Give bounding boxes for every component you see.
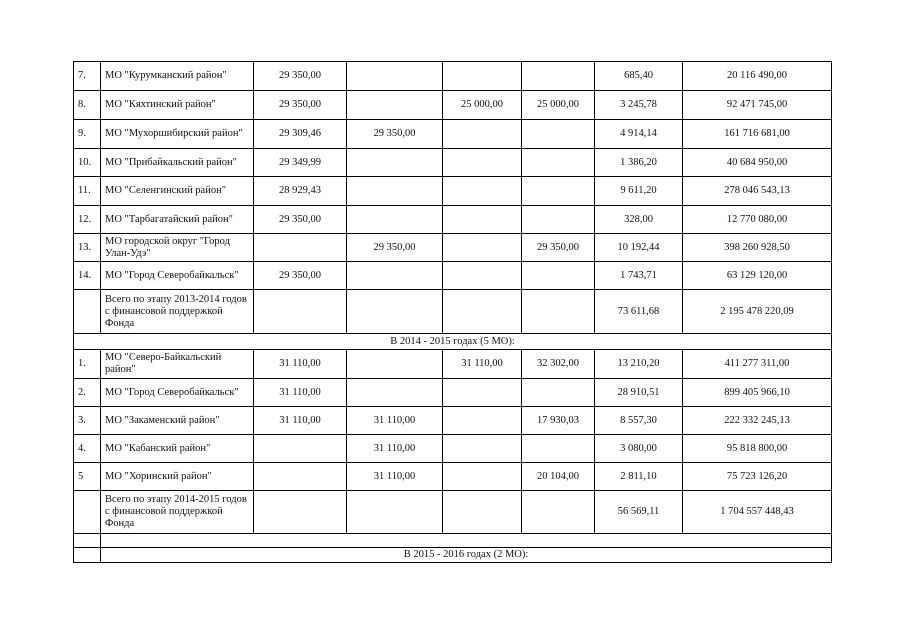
area-cell: 28 910,51 (595, 379, 683, 407)
cost-cell: 29 350,00 (347, 234, 443, 262)
area-cell: 328,00 (595, 206, 683, 234)
cost-cell (443, 149, 522, 177)
total-cost-cell: 95 818 800,00 (683, 435, 832, 463)
row-number: 3. (74, 407, 101, 435)
cost-cell (347, 206, 443, 234)
cost-cell (254, 463, 347, 491)
row-number: 9. (74, 120, 101, 149)
total-cost-cell: 161 716 681,00 (683, 120, 832, 149)
stage-total-row (74, 491, 832, 534)
total-cost-cell: 75 723 126,20 (683, 463, 832, 491)
cost-cell (347, 379, 443, 407)
cost-cell (347, 91, 443, 120)
table-row (74, 91, 832, 120)
area-total-cell: 56 569,11 (595, 491, 683, 534)
total-cost-cell: 222 332 245,13 (683, 407, 832, 435)
section-heading: В 2015 - 2016 годах (2 МО): (101, 548, 832, 563)
total-cost-cell: 899 405 966,10 (683, 379, 832, 407)
cost-cell: 29 309,46 (254, 120, 347, 149)
area-cell: 4 914,14 (595, 120, 683, 149)
cost-cell: 25 000,00 (443, 91, 522, 120)
cost-cell (522, 262, 595, 290)
total-cost-cell: 63 129 120,00 (683, 262, 832, 290)
table-row (74, 435, 832, 463)
row-number: 12. (74, 206, 101, 234)
cost-cell: 31 110,00 (254, 350, 347, 379)
area-cell: 1 743,71 (595, 262, 683, 290)
total-cost-cell: 12 770 080,00 (683, 206, 832, 234)
row-number: 10. (74, 149, 101, 177)
row-number: 14. (74, 262, 101, 290)
table-row (74, 350, 832, 379)
cost-cell: 31 110,00 (254, 407, 347, 435)
total-cost-cell: 20 116 490,00 (683, 62, 832, 91)
municipality-name: МО "Селенгинский район" (101, 177, 254, 206)
cost-cell: 29 350,00 (254, 91, 347, 120)
row-number: 7. (74, 62, 101, 91)
municipality-name: МО "Кабанский район" (101, 435, 254, 463)
cost-cell (522, 62, 595, 91)
cost-cell: 32 302,00 (522, 350, 595, 379)
area-cell: 1 386,20 (595, 149, 683, 177)
cost-cell (443, 379, 522, 407)
program-table (73, 61, 832, 563)
municipality-name: МО "Кяхтинский район" (101, 91, 254, 120)
cost-cell: 31 110,00 (254, 379, 347, 407)
cost-cell (443, 120, 522, 149)
row-number: 8. (74, 91, 101, 120)
stage-total-row (74, 290, 832, 334)
cost-cell (254, 234, 347, 262)
row-number: 13. (74, 234, 101, 262)
cost-cell (522, 379, 595, 407)
area-cell: 3 245,78 (595, 91, 683, 120)
area-total-cell: 73 611,68 (595, 290, 683, 334)
cost-cell (347, 262, 443, 290)
table-row (74, 379, 832, 407)
cost-cell (443, 407, 522, 435)
municipality-name: МО "Тарбагатайский район" (101, 206, 254, 234)
section-heading: В 2014 - 2015 годах (5 МО): (74, 334, 832, 350)
row-number: 11. (74, 177, 101, 206)
municipality-name: МО "Хоринский район" (101, 463, 254, 491)
table-row (74, 120, 832, 149)
cost-cell: 29 350,00 (254, 262, 347, 290)
municipality-name: МО "Курумканский район" (101, 62, 254, 91)
municipality-name: МО "Город Северобайкальск" (101, 379, 254, 407)
total-cost-cell: 92 471 745,00 (683, 91, 832, 120)
area-cell: 3 080,00 (595, 435, 683, 463)
table-row (74, 177, 832, 206)
table-row (74, 407, 832, 435)
cost-cell (347, 62, 443, 91)
cost-cell (522, 435, 595, 463)
table-row (74, 262, 832, 290)
cost-cell: 29 350,00 (254, 206, 347, 234)
total-cost-cell: 411 277 311,00 (683, 350, 832, 379)
stage-total-label: Всего по этапу 2014-2015 годов с финансовой поддержкой Фонда (101, 491, 254, 534)
section-header-row (74, 548, 832, 563)
cost-cell: 29 350,00 (254, 62, 347, 91)
cost-cell: 31 110,00 (443, 350, 522, 379)
row-number: 2. (74, 379, 101, 407)
cost-cell: 29 349,99 (254, 149, 347, 177)
cost-cell (522, 177, 595, 206)
cost-cell (522, 206, 595, 234)
table-row (74, 149, 832, 177)
row-number: 4. (74, 435, 101, 463)
spacer-row (74, 534, 832, 548)
cost-cell (347, 177, 443, 206)
area-cell: 8 557,30 (595, 407, 683, 435)
cost-cell: 29 350,00 (347, 120, 443, 149)
cost-cell (522, 149, 595, 177)
cost-total-cell: 1 704 557 448,43 (683, 491, 832, 534)
municipality-name: МО городской округ "Город Улан-Удэ" (101, 234, 254, 262)
cost-total-cell: 2 195 478 220,09 (683, 290, 832, 334)
stage-total-label: Всего по этапу 2013-2014 годов с финансовой поддержкой Фонда (101, 290, 254, 334)
row-number: 1. (74, 350, 101, 379)
table-row (74, 62, 832, 91)
area-cell: 685,40 (595, 62, 683, 91)
area-cell: 9 611,20 (595, 177, 683, 206)
cost-cell: 28 929,43 (254, 177, 347, 206)
total-cost-cell: 398 260 928,50 (683, 234, 832, 262)
area-cell: 13 210,20 (595, 350, 683, 379)
municipality-name: МО "Мухоршибирский район" (101, 120, 254, 149)
cost-cell (443, 463, 522, 491)
area-cell: 10 192,44 (595, 234, 683, 262)
cost-cell (347, 149, 443, 177)
cost-cell: 25 000,00 (522, 91, 595, 120)
cost-cell (443, 234, 522, 262)
cost-cell: 31 110,00 (347, 435, 443, 463)
cost-cell (443, 262, 522, 290)
cost-cell: 31 110,00 (347, 407, 443, 435)
cost-cell (443, 435, 522, 463)
row-number: 5 (74, 463, 101, 491)
cost-cell (254, 435, 347, 463)
cost-cell (443, 177, 522, 206)
table-row (74, 206, 832, 234)
cost-cell (522, 120, 595, 149)
area-cell: 2 811,10 (595, 463, 683, 491)
municipality-name: МО "Закаменский район" (101, 407, 254, 435)
cost-cell (443, 62, 522, 91)
municipality-name: МО "Северо-Байкальский район" (101, 350, 254, 379)
table-row (74, 463, 832, 491)
table-row (74, 234, 832, 262)
cost-cell: 17 930,03 (522, 407, 595, 435)
municipality-name: МО "Город Северобайкальск" (101, 262, 254, 290)
cost-cell: 29 350,00 (522, 234, 595, 262)
cost-cell (347, 350, 443, 379)
total-cost-cell: 278 046 543,13 (683, 177, 832, 206)
cost-cell: 20 104,00 (522, 463, 595, 491)
total-cost-cell: 40 684 950,00 (683, 149, 832, 177)
cost-cell: 31 110,00 (347, 463, 443, 491)
municipality-name: МО "Прибайкальский район" (101, 149, 254, 177)
section-header-row (74, 334, 832, 350)
cost-cell (443, 206, 522, 234)
